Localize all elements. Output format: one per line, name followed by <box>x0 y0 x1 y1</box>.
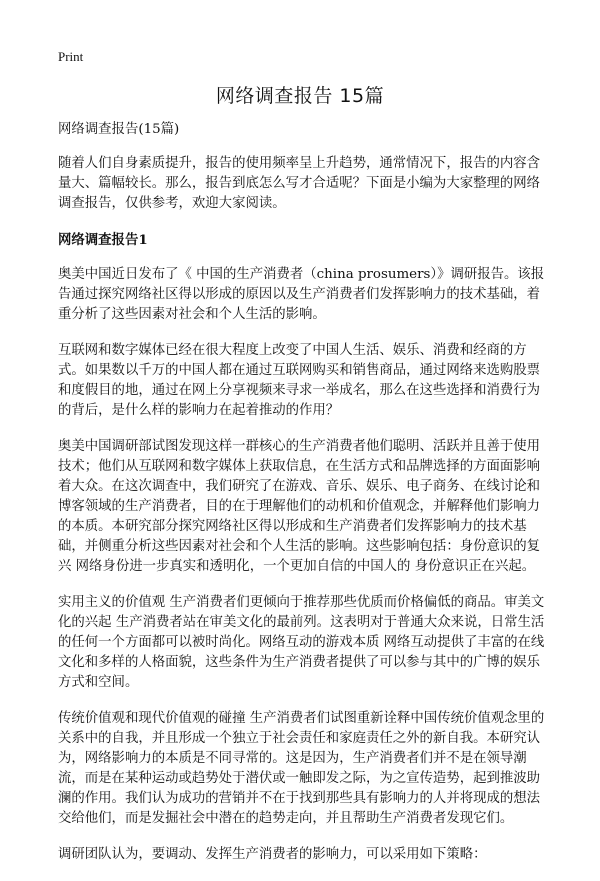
body-paragraph: 传统价值观和现代价值观的碰撞 生产消费者们试图重新诠释中国传统价值观念里的关系中的自我，并且形成一个独立于社会责任和家庭责任之外的新自我。本研究认为，网络影响力的本质是不同寻常的。这是因为，生产消费者们并不是在领导潮流，而是在某种运动或趋势处于潜伏或一触即发之际，为之宣传造势，起到推波助澜的作用。我们认为成功的营销并不在于找到那些具有影响力的人并将现成的想法交给他们，而是发掘社会中潜在的趋势走向，并且帮助生产消费者发现它们。 <box>58 711 545 826</box>
document-body <box>58 120 548 881</box>
body-paragraph: 调研团队认为，要调动、发挥生产消费者的影响力，可以采用如下策略： <box>58 847 487 862</box>
document-subtitle: 网络调查报告(15篇) <box>58 122 180 137</box>
body-paragraph: 互联网和数字媒体已经在很大程度上改变了中国人生活、娱乐、消费和经商的方式。如果数以千万的中国人都在通过互联网购买和销售商品，通过网络来选购股票和度假目的地，通过在网上分享视频来寻求一举成名，那么在这些选择和消费行为的背后，是什么样的影响力在起着推动的作用？ <box>58 343 541 418</box>
body-paragraph: 实用主义的价值观 生产消费者们更倾向于推荐那些优质而价格偏低的商品。审美文化的兴起 生产消费者站在审美文化的最前列。这表明对于普通大众来说，日常生活的任何一个方面都可以被时尚化。网络互动的游戏本质 网络互动提供了丰富的在线文化和多样的人格面貌，这些条件为生产消费者提供了可以参与其中的广博的娱乐方式和空间。 <box>58 595 545 690</box>
page-title: 网络调查报告 15篇 <box>215 85 385 107</box>
print-link[interactable]: Print <box>58 49 84 64</box>
intro-paragraph: 随着人们自身素质提升，报告的使用频率呈上升趋势，通常情况下，报告的内容含量大、篇幅较长。那么，报告到底怎么写才合适呢？下面是小编为大家整理的网络调查报告，仅供参考，欢迎大家阅读。 <box>58 156 541 211</box>
body-paragraph: 奥美中国调研部试图发现这样一群核心的生产消费者他们聪明、活跃并且善于使用技术；他们从互联网和数字媒体上获取信息，在生活方式和品牌选择的方面面影响着大众。在这次调查中，我们研究了在游戏、音乐、娱乐、电子商务、在线讨论和博客领域的生产消费者，目的在于理解他们的动机和价值观念，并解释他们影响力的本质。本研究部分探究网络社区得以形成和生产消费者们发挥影响力的技术基础，并侧重分析这些因素对社会和个人生活的影响。这些影响包括：身份意识的复兴 网络身份进一步真实和透明化，一个更加自信的中国人的 身份意识正在兴起。 <box>58 439 541 574</box>
body-paragraph: 奥美中国近日发布了《 中国的生产消费者（china prosumers）》调研报告。该报告通过探究网络社区得以形成的原因以及生产消费者们发挥影响力的技术基础，着重分析了这些因素对社会和个人生活的影响。 <box>58 267 545 322</box>
section-heading: 网络调查报告1 <box>58 232 148 248</box>
